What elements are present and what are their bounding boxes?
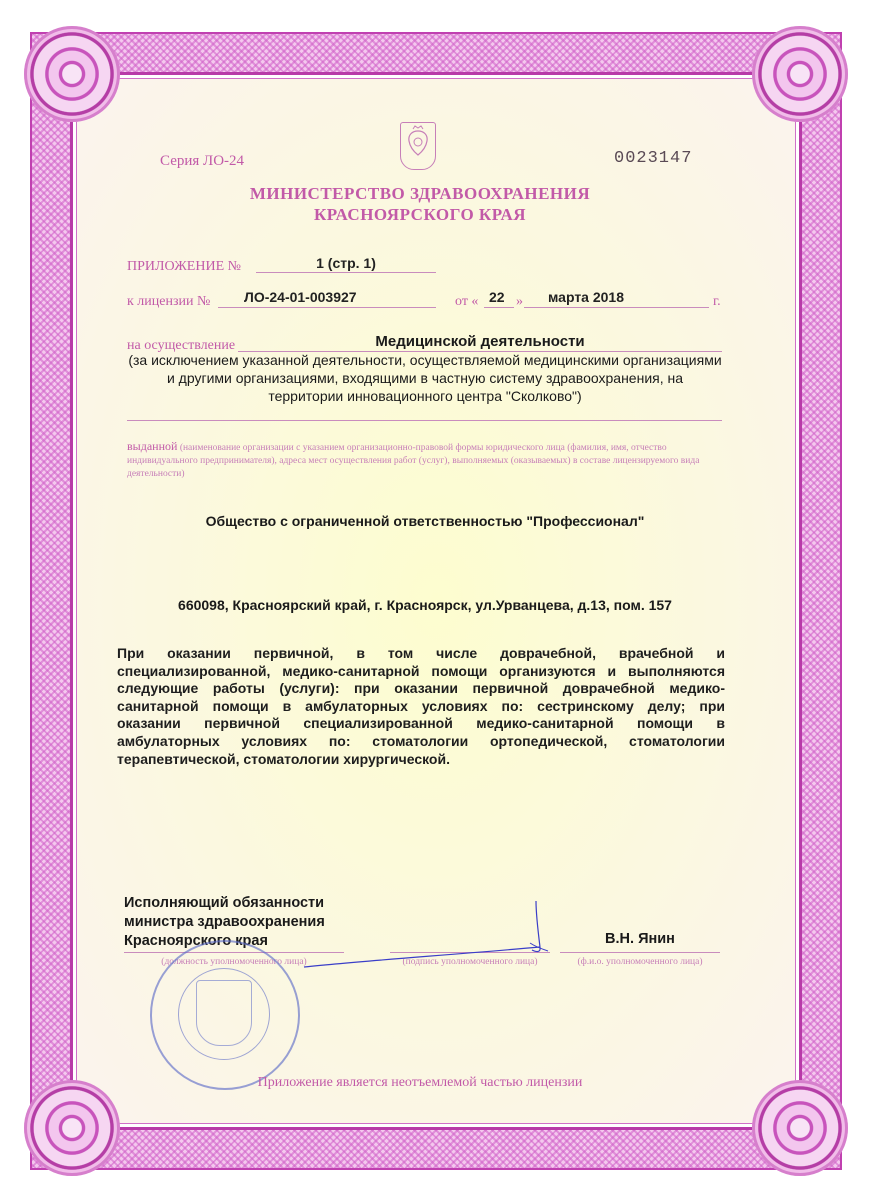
series-label: Серия ЛО-24 xyxy=(160,153,245,169)
services-line: амбулаторных условиях по: стоматологии ортопедической, стоматологии xyxy=(117,732,725,749)
activity-detail-line2: и другими организациями, входящими в частную систему здравоохранения, на xyxy=(166,370,684,386)
issued-note-line2: индивидуального предпринимателя), адреса мест осуществления работ (услуг), выполняемых (оказываемых) в составе лицензируемого вида xyxy=(127,456,700,466)
footer-note: Приложение является неотъемлемой частью лицензии xyxy=(257,1075,583,1090)
services-line: оказании первичной специализированной медико-санитарной помощи в xyxy=(117,715,725,732)
license-number: ЛО-24-01-003927 xyxy=(244,289,357,305)
blank-line xyxy=(127,420,722,421)
services-line: специализированной, медико-санитарной помощи организуются и выполняются xyxy=(117,662,725,679)
corner-rosette xyxy=(24,26,120,122)
handwritten-signature xyxy=(300,895,560,975)
services-line: следующие работы (услуги): при оказании первичной доврачебной медико- xyxy=(117,680,725,697)
activity-detail-line3: территории инновационного центра "Сколково") xyxy=(268,388,582,404)
position-line: министра здравоохранения xyxy=(124,914,325,930)
coat-of-arms-icon xyxy=(400,122,436,170)
license-label: к лицензии № xyxy=(127,294,211,309)
services-line: санитарной помощи в амбулаторных условиях по: сестринскому делу; при xyxy=(117,697,725,714)
date-from-label: от « xyxy=(455,294,479,309)
document-number: 0023147 xyxy=(614,149,693,168)
license-month-year: марта 2018 xyxy=(548,289,625,305)
signatory-name: В.Н. Янин xyxy=(605,931,675,947)
corner-rosette xyxy=(752,1080,848,1176)
services-line: При оказании первичной, в том числе доврачебной, врачебной и xyxy=(117,645,725,661)
organization-address: 660098, Красноярский край, г. Красноярск, ул.Урванцева, д.13, пом. 157 xyxy=(178,597,672,613)
ministry-title-line1: МИНИСТЕРСТВО ЗДРАВООХРАНЕНИЯ xyxy=(249,184,591,203)
official-stamp xyxy=(150,940,300,1090)
position-caption: (должность уполномоченного лица) xyxy=(161,957,307,967)
activity-detail-line1: (за исключением указанной деятельности, осуществляемой медицинскими организациями xyxy=(128,352,722,368)
name-underline xyxy=(560,952,720,953)
activity-label: на осуществление xyxy=(127,338,236,353)
services-paragraph xyxy=(117,645,725,768)
name-caption: (ф.и.о. уполномоченного лица) xyxy=(577,957,703,967)
signature-caption: (подпись уполномоченного лица) xyxy=(402,957,538,967)
position-line: Исполняющий обязанности xyxy=(124,895,325,911)
organization-name: Общество с ограниченной ответственностью "Профессионал" xyxy=(205,513,645,529)
corner-rosette xyxy=(24,1080,120,1176)
license-day: 22 xyxy=(489,289,505,305)
activity-title: Медицинской деятельности xyxy=(375,333,585,350)
issued-note-line1: (наименование организации с указанием организационно-правовой формы юридического лица (фамилия, имя, отчество xyxy=(179,443,667,453)
date-quote-close: » xyxy=(516,294,523,309)
issued-block xyxy=(127,440,727,481)
appendix-number: 1 (стр. 1) xyxy=(316,255,376,271)
issued-note-line3: деятельности) xyxy=(127,469,185,479)
appendix-label: ПРИЛОЖЕНИЕ № xyxy=(127,259,241,274)
year-suffix: г. xyxy=(713,294,721,309)
services-line: терапевтической, стоматологии хирургической. xyxy=(117,750,450,767)
position-line: Красноярского края xyxy=(124,933,268,949)
issued-label: выданной xyxy=(127,439,178,453)
ministry-title-line2: КРАСНОЯРСКОГО КРАЯ xyxy=(313,205,527,224)
corner-rosette xyxy=(752,26,848,122)
